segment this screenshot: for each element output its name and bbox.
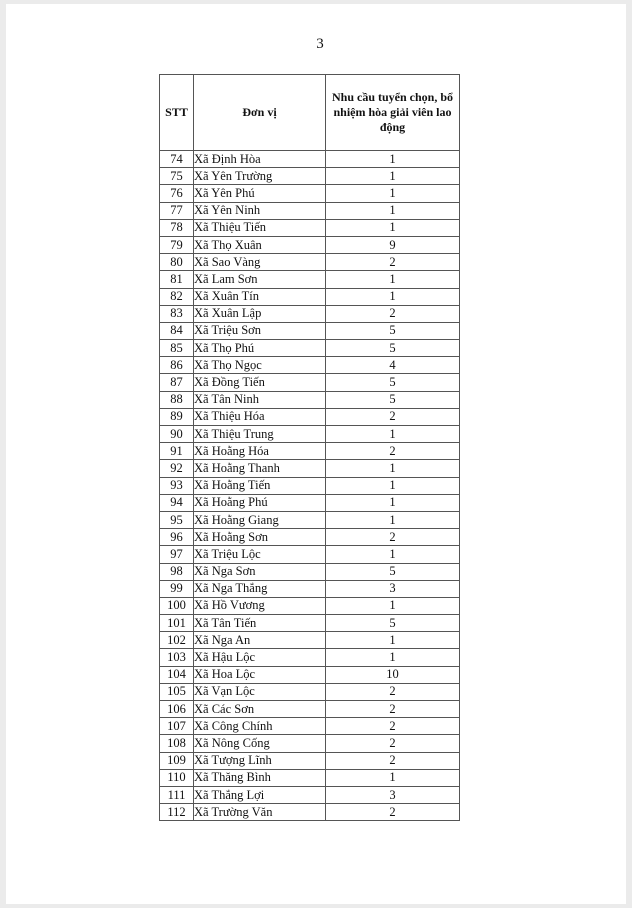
demand-cell: 1 bbox=[326, 632, 460, 649]
stt-cell: 105 bbox=[160, 683, 194, 700]
demand-cell: 5 bbox=[326, 374, 460, 391]
unit-cell: Xã Hoằng Giang bbox=[194, 511, 326, 528]
unit-cell: Xã Nga Thắng bbox=[194, 580, 326, 597]
unit-cell: Xã Hoằng Phú bbox=[194, 494, 326, 511]
table-row bbox=[160, 632, 460, 649]
stt-cell: 95 bbox=[160, 511, 194, 528]
stt-cell: 99 bbox=[160, 580, 194, 597]
stt-cell: 90 bbox=[160, 426, 194, 443]
table-row bbox=[160, 735, 460, 752]
unit-cell: Xã Xuân Tín bbox=[194, 288, 326, 305]
unit-cell: Xã Vạn Lộc bbox=[194, 683, 326, 700]
table-header-row bbox=[160, 75, 460, 151]
demand-cell: 5 bbox=[326, 340, 460, 357]
stt-cell: 101 bbox=[160, 615, 194, 632]
unit-cell: Xã Sao Vàng bbox=[194, 254, 326, 271]
unit-cell: Xã Công Chính bbox=[194, 718, 326, 735]
unit-cell: Xã Nga Sơn bbox=[194, 563, 326, 580]
stt-cell: 97 bbox=[160, 546, 194, 563]
demand-cell: 3 bbox=[326, 786, 460, 803]
header-stt: STT bbox=[160, 75, 194, 151]
demand-cell: 1 bbox=[326, 219, 460, 236]
demand-cell: 1 bbox=[326, 185, 460, 202]
demand-cell: 1 bbox=[326, 769, 460, 786]
table-row bbox=[160, 580, 460, 597]
stt-cell: 100 bbox=[160, 597, 194, 614]
unit-cell: Xã Các Sơn bbox=[194, 701, 326, 718]
demand-cell: 2 bbox=[326, 254, 460, 271]
unit-cell: Xã Trường Văn bbox=[194, 804, 326, 821]
table-row bbox=[160, 769, 460, 786]
table-row bbox=[160, 494, 460, 511]
stt-cell: 74 bbox=[160, 151, 194, 168]
stt-cell: 76 bbox=[160, 185, 194, 202]
demand-cell: 2 bbox=[326, 752, 460, 769]
unit-cell: Xã Hoằng Hóa bbox=[194, 443, 326, 460]
demand-cell: 4 bbox=[326, 357, 460, 374]
stt-cell: 94 bbox=[160, 494, 194, 511]
unit-cell: Xã Yên Phú bbox=[194, 185, 326, 202]
demand-cell: 5 bbox=[326, 615, 460, 632]
stt-cell: 112 bbox=[160, 804, 194, 821]
demand-cell: 1 bbox=[326, 511, 460, 528]
demand-cell: 2 bbox=[326, 701, 460, 718]
unit-cell: Xã Thăng Bình bbox=[194, 769, 326, 786]
stt-cell: 87 bbox=[160, 374, 194, 391]
demand-cell: 1 bbox=[326, 426, 460, 443]
unit-cell: Xã Thọ Xuân bbox=[194, 236, 326, 253]
table-row bbox=[160, 322, 460, 339]
table-row bbox=[160, 529, 460, 546]
table-row bbox=[160, 391, 460, 408]
demand-cell: 2 bbox=[326, 804, 460, 821]
stt-cell: 109 bbox=[160, 752, 194, 769]
table-row bbox=[160, 460, 460, 477]
stt-cell: 83 bbox=[160, 305, 194, 322]
stt-cell: 93 bbox=[160, 477, 194, 494]
demand-cell: 1 bbox=[326, 477, 460, 494]
stt-cell: 89 bbox=[160, 408, 194, 425]
table-row bbox=[160, 786, 460, 803]
table-row bbox=[160, 185, 460, 202]
table-row bbox=[160, 408, 460, 425]
unit-cell: Xã Tượng Lĩnh bbox=[194, 752, 326, 769]
stt-cell: 81 bbox=[160, 271, 194, 288]
table-row bbox=[160, 254, 460, 271]
demand-cell: 3 bbox=[326, 580, 460, 597]
unit-cell: Xã Yên Trường bbox=[194, 168, 326, 185]
table-row bbox=[160, 649, 460, 666]
stt-cell: 80 bbox=[160, 254, 194, 271]
stt-cell: 106 bbox=[160, 701, 194, 718]
demand-cell: 1 bbox=[326, 151, 460, 168]
demand-cell: 1 bbox=[326, 649, 460, 666]
stt-cell: 107 bbox=[160, 718, 194, 735]
unit-cell: Xã Hoa Lộc bbox=[194, 666, 326, 683]
demand-cell: 1 bbox=[326, 494, 460, 511]
unit-cell: Xã Thọ Ngọc bbox=[194, 357, 326, 374]
table-row bbox=[160, 305, 460, 322]
unit-cell: Xã Hồ Vương bbox=[194, 597, 326, 614]
stt-cell: 102 bbox=[160, 632, 194, 649]
unit-cell: Xã Nga An bbox=[194, 632, 326, 649]
stt-cell: 91 bbox=[160, 443, 194, 460]
stt-cell: 92 bbox=[160, 460, 194, 477]
unit-cell: Xã Hoằng Sơn bbox=[194, 529, 326, 546]
demand-cell: 1 bbox=[326, 597, 460, 614]
stt-cell: 86 bbox=[160, 357, 194, 374]
stt-cell: 82 bbox=[160, 288, 194, 305]
stt-cell: 98 bbox=[160, 563, 194, 580]
demand-cell: 2 bbox=[326, 408, 460, 425]
page-number: 3 bbox=[316, 36, 324, 52]
table-row bbox=[160, 236, 460, 253]
stt-cell: 110 bbox=[160, 769, 194, 786]
demand-cell: 9 bbox=[326, 236, 460, 253]
table-body bbox=[160, 151, 460, 821]
stt-cell: 75 bbox=[160, 168, 194, 185]
demand-cell: 1 bbox=[326, 202, 460, 219]
demand-cell: 5 bbox=[326, 563, 460, 580]
table-row bbox=[160, 804, 460, 821]
unit-cell: Xã Thiệu Trung bbox=[194, 426, 326, 443]
stt-cell: 78 bbox=[160, 219, 194, 236]
table-row bbox=[160, 443, 460, 460]
unit-cell: Xã Thiệu Hóa bbox=[194, 408, 326, 425]
stt-cell: 77 bbox=[160, 202, 194, 219]
demand-cell: 5 bbox=[326, 322, 460, 339]
unit-cell: Xã Thọ Phú bbox=[194, 340, 326, 357]
header-demand: Nhu cầu tuyển chọn, bổ nhiệm hòa giải viên lao động bbox=[326, 75, 460, 151]
table-row bbox=[160, 374, 460, 391]
table-row bbox=[160, 340, 460, 357]
stt-cell: 108 bbox=[160, 735, 194, 752]
table-row bbox=[160, 546, 460, 563]
stt-cell: 104 bbox=[160, 666, 194, 683]
demand-cell: 2 bbox=[326, 443, 460, 460]
table-row bbox=[160, 701, 460, 718]
unit-cell: Xã Định Hòa bbox=[194, 151, 326, 168]
demand-cell: 2 bbox=[326, 718, 460, 735]
table-row bbox=[160, 597, 460, 614]
table-row bbox=[160, 615, 460, 632]
table-row bbox=[160, 357, 460, 374]
table-row bbox=[160, 151, 460, 168]
stt-cell: 103 bbox=[160, 649, 194, 666]
table-row bbox=[160, 718, 460, 735]
unit-cell: Xã Hậu Lộc bbox=[194, 649, 326, 666]
unit-cell: Xã Thiệu Tiến bbox=[194, 219, 326, 236]
unit-cell: Xã Nông Cống bbox=[194, 735, 326, 752]
demand-cell: 2 bbox=[326, 305, 460, 322]
stt-cell: 84 bbox=[160, 322, 194, 339]
table-row bbox=[160, 271, 460, 288]
unit-cell: Xã Lam Sơn bbox=[194, 271, 326, 288]
unit-cell: Xã Xuân Lập bbox=[194, 305, 326, 322]
table-row bbox=[160, 563, 460, 580]
demand-table bbox=[159, 74, 460, 821]
unit-cell: Xã Hoằng Tiến bbox=[194, 477, 326, 494]
unit-cell: Xã Tân Tiến bbox=[194, 615, 326, 632]
table-row bbox=[160, 752, 460, 769]
demand-cell: 1 bbox=[326, 460, 460, 477]
stt-cell: 79 bbox=[160, 236, 194, 253]
unit-cell: Xã Hoằng Thanh bbox=[194, 460, 326, 477]
unit-cell: Xã Thắng Lợi bbox=[194, 786, 326, 803]
table-row bbox=[160, 202, 460, 219]
demand-cell: 1 bbox=[326, 168, 460, 185]
demand-cell: 10 bbox=[326, 666, 460, 683]
demand-cell: 5 bbox=[326, 391, 460, 408]
table-row bbox=[160, 666, 460, 683]
stt-cell: 111 bbox=[160, 786, 194, 803]
table-row bbox=[160, 288, 460, 305]
demand-cell: 2 bbox=[326, 735, 460, 752]
table-row bbox=[160, 477, 460, 494]
unit-cell: Xã Tân Ninh bbox=[194, 391, 326, 408]
table-row bbox=[160, 219, 460, 236]
table-row bbox=[160, 168, 460, 185]
demand-cell: 1 bbox=[326, 288, 460, 305]
demand-cell: 1 bbox=[326, 271, 460, 288]
demand-cell: 2 bbox=[326, 683, 460, 700]
unit-cell: Xã Triệu Sơn bbox=[194, 322, 326, 339]
table-row bbox=[160, 426, 460, 443]
table-row bbox=[160, 683, 460, 700]
unit-cell: Xã Yên Ninh bbox=[194, 202, 326, 219]
stt-cell: 96 bbox=[160, 529, 194, 546]
stt-cell: 88 bbox=[160, 391, 194, 408]
demand-cell: 1 bbox=[326, 546, 460, 563]
unit-cell: Xã Đồng Tiến bbox=[194, 374, 326, 391]
unit-cell: Xã Triệu Lộc bbox=[194, 546, 326, 563]
header-unit: Đơn vị bbox=[194, 75, 326, 151]
table-row bbox=[160, 511, 460, 528]
demand-cell: 2 bbox=[326, 529, 460, 546]
stt-cell: 85 bbox=[160, 340, 194, 357]
